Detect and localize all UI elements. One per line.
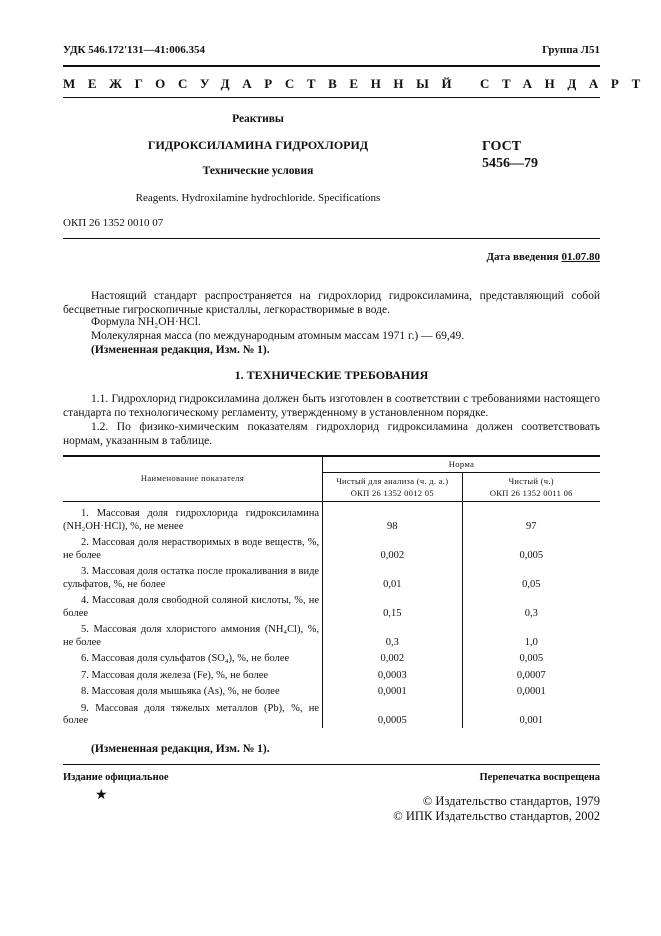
intro-date-label: Дата введения: [486, 251, 559, 263]
norms-table: [63, 456, 600, 728]
row-name: 4. Массовая доля свободной соляной кислоты, %, не более: [63, 595, 323, 620]
col-header-grade-b: [462, 473, 600, 502]
intro-paragraph: Настоящий стандарт распространяется на гидрохлорид гидроксиламина, представляющий собой бесцветные гигроскопичные кристаллы, легкорастворимые в воде.: [63, 290, 600, 316]
row-name: 8. Массовая доля мышьяка (As), %, не более: [63, 686, 323, 699]
row-value-b: 0,0001: [516, 686, 546, 697]
row-value-b: 1,0: [524, 636, 538, 648]
row-value-b: 0,05: [522, 578, 541, 590]
okp-code: ОКП 26 1352 0010 07: [63, 217, 164, 229]
group-code: Группа Л51: [542, 44, 600, 56]
table-row: [63, 502, 600, 534]
row-value-b: 0,3: [524, 607, 538, 619]
row-value-a: 0,002: [323, 537, 462, 562]
grade-b-okp: ОКП 26 1352 0011 06: [489, 488, 573, 498]
title-english: Reagents. Hydroxilamine hydrochloride. Specifications: [135, 192, 381, 204]
row-value-b: 0,0007: [516, 669, 546, 681]
star-icon: ★: [95, 787, 108, 803]
col-header-grade-a: [323, 473, 462, 502]
row-name: 3. Массовая доля остатка после прокаливания в виде сульфатов, %, не более: [63, 566, 323, 591]
table-row: [63, 686, 600, 699]
row-value-a: 0,3: [323, 624, 462, 649]
grade-b-name: Чистый (ч.): [508, 475, 554, 486]
table-row: [63, 595, 600, 620]
copyright-1979: © Издательство стандартов, 1979: [422, 794, 600, 808]
row-value-a: 0,0003: [323, 670, 462, 683]
col-header-norma: Норма: [323, 456, 600, 473]
table-row: [63, 653, 600, 666]
standard-banner: МЕЖГОСУДАРСТВЕННЫЙ СТАНДАРТ: [63, 76, 653, 91]
row-value-b: 0,005: [519, 653, 544, 664]
row-value-b: 97: [526, 520, 537, 532]
table-row: [63, 537, 600, 562]
udk-code: УДК 546.172'131—41:006.354: [63, 44, 205, 56]
title-rule: [63, 238, 600, 239]
col-header-name: Наименование показателя: [63, 456, 323, 502]
table-row: [63, 703, 600, 728]
table-row: [63, 624, 600, 649]
row-value-a: 0,01: [323, 566, 462, 591]
formula-line: [63, 315, 600, 329]
intro-date: [486, 251, 600, 263]
formula-value: NH₂OH·HCl.: [137, 316, 201, 328]
formula-label: Формула: [91, 316, 135, 328]
row-name: 7. Массовая доля железа (Fe), %, не более: [63, 670, 323, 683]
clause-1-2: 1.2. По физико-химическим показателям гидрохлорид гидроксиламина должен соответствовать нормам, указанным в таблице.: [63, 421, 600, 447]
gost-label: ГОСТ: [482, 139, 522, 154]
intro-amended-note: (Измененная редакция, Изм. № 1).: [91, 344, 270, 356]
row-value-a: 0,0001: [323, 686, 462, 699]
grade-a-okp: ОКП 26 1352 0012 05: [350, 488, 434, 498]
row-value-a: 0,0005: [323, 703, 462, 728]
gost-number: 5456—79: [482, 156, 538, 171]
row-value-a: 0,002: [323, 653, 462, 666]
section-heading: 1. ТЕХНИЧЕСКИЕ ТРЕБОВАНИЯ: [234, 368, 429, 382]
row-value-a: 0,15: [323, 595, 462, 620]
intro-date-value: 01.07.80: [561, 251, 600, 263]
official-edition: Издание официальное: [63, 772, 169, 783]
title-subtitle: Технические условия: [202, 165, 314, 177]
banner-rule: [63, 97, 600, 98]
clause-1-1: 1.1. Гидрохлорид гидроксиламина должен быть изготовлен в соответствии с требованиями настоящего стандарта по технологическому регламенту, утвержденному в установленном порядке.: [63, 393, 600, 419]
row-name: 6. Массовая доля сульфатов (SO₄), %, не более: [63, 653, 323, 666]
title-name: ГИДРОКСИЛАМИНА ГИДРОХЛОРИД: [147, 138, 369, 152]
row-name: 9. Массовая доля тяжелых металлов (Pb), %, не более: [63, 703, 323, 728]
row-name: 2. Массовая доля нерастворимых в воде веществ, %, не более: [63, 537, 323, 562]
table-row: [63, 566, 600, 591]
row-value-b: 0,005: [519, 549, 544, 561]
top-rule: [63, 65, 600, 67]
table-row: [63, 670, 600, 683]
footer-rule: [63, 764, 600, 765]
title-category: Реактивы: [232, 113, 284, 125]
reprint-notice: Перепечатка воспрещена: [479, 772, 600, 783]
copyright-2002: © ИПК Издательство стандартов, 2002: [393, 809, 600, 823]
row-name: 5. Массовая доля хлористого аммония (NH₄Cl), %, не более: [63, 624, 323, 649]
grade-a-name: Чистый для анализа (ч. д. а.): [336, 475, 449, 486]
row-value-b: 0,001: [519, 715, 544, 726]
table-amended-note: (Измененная редакция, Изм. № 1).: [91, 743, 270, 755]
row-name: 1. Массовая доля гидрохлорида гидроксиламина (NH₂OH·HCl), %, не менее: [63, 502, 323, 534]
molecular-mass: Молекулярная масса (по международным атомным массам 1971 г.) — 69,49.: [91, 330, 465, 342]
row-value-a: 98: [323, 502, 462, 534]
